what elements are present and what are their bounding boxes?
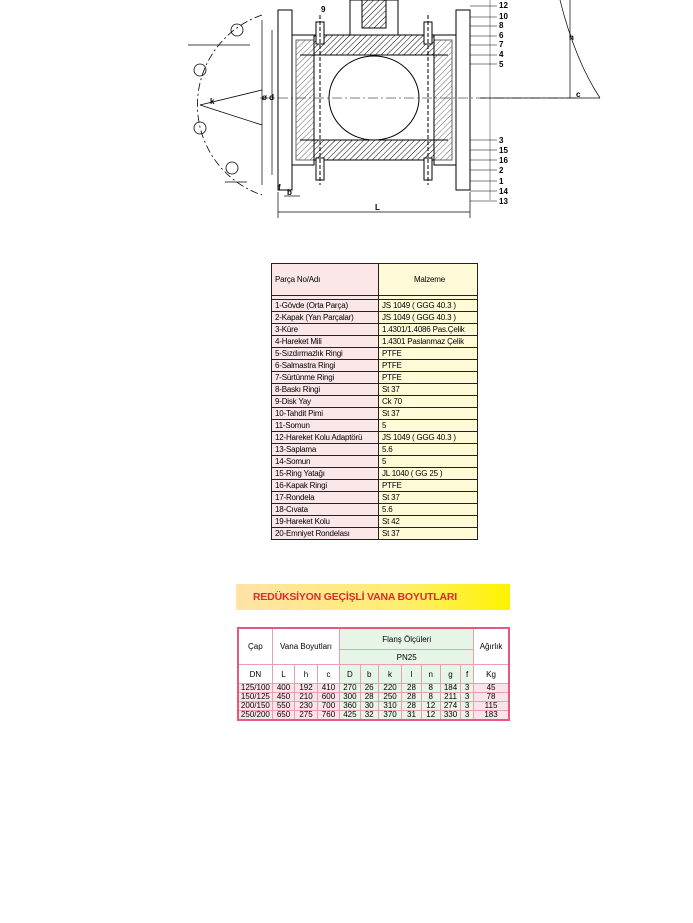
dims-cell: 210 <box>295 693 317 702</box>
dims-cell: 8 <box>421 684 440 693</box>
part-material: 1.4301 Paslanmaz Çelik <box>379 336 478 348</box>
callout-5: 5 <box>499 60 504 69</box>
parts-row <box>272 336 478 348</box>
dims-cell: 125/100 <box>238 684 272 693</box>
dim-label-f: f <box>278 183 281 192</box>
header-vana: Vana Boyutları <box>272 628 339 665</box>
valve-body <box>260 0 580 190</box>
parts-row <box>272 456 478 468</box>
dims-cell: 410 <box>317 684 340 693</box>
part-name: 7-Sürtünme Ringi <box>272 372 379 384</box>
dims-cell: 250 <box>378 693 402 702</box>
part-name: 8-Baskı Ringi <box>272 384 379 396</box>
part-material: St 37 <box>379 408 478 420</box>
header-agirlik: Ağırlık <box>474 628 509 665</box>
dims-cell: 26 <box>360 684 378 693</box>
part-name: 3-Küre <box>272 324 379 336</box>
part-name: 17-Rondela <box>272 492 379 504</box>
part-material: Ck 70 <box>379 396 478 408</box>
dim-label-L: L <box>375 203 380 212</box>
unit-cell: b <box>360 665 378 684</box>
dims-cell: 28 <box>360 693 378 702</box>
parts-row <box>272 348 478 360</box>
callout-10: 10 <box>499 12 508 21</box>
callout-15: 15 <box>499 146 508 155</box>
dims-cell: 300 <box>340 693 360 702</box>
dims-cell: 650 <box>272 711 294 721</box>
dims-cell: 400 <box>272 684 294 693</box>
header-cap: Çap <box>238 628 272 665</box>
parts-row <box>272 396 478 408</box>
dims-cell: 550 <box>272 702 294 711</box>
dims-cell: 150/125 <box>238 693 272 702</box>
dims-cell: 250/200 <box>238 711 272 721</box>
dims-cell: 12 <box>421 702 440 711</box>
part-material: PTFE <box>379 348 478 360</box>
unit-cell: Kg <box>474 665 509 684</box>
part-name: 15-Ring Yatağı <box>272 468 379 480</box>
unit-cell: h <box>295 665 317 684</box>
dims-cell: 310 <box>378 702 402 711</box>
part-material: PTFE <box>379 360 478 372</box>
header-flans: Flanş Ölçüleri <box>340 628 474 650</box>
dims-cell: 192 <box>295 684 317 693</box>
dims-cell: 30 <box>360 702 378 711</box>
parts-row <box>272 360 478 372</box>
part-name: 14-Somun <box>272 456 379 468</box>
unit-cell: g <box>440 665 460 684</box>
dims-cell: 450 <box>272 693 294 702</box>
part-name: 16-Kapak Ringi <box>272 480 379 492</box>
parts-row <box>272 408 478 420</box>
dims-cell: 183 <box>474 711 509 721</box>
callout-16: 16 <box>499 156 508 165</box>
unit-cell: L <box>272 665 294 684</box>
dims-cell: 28 <box>402 693 421 702</box>
dims-cell: 12 <box>421 711 440 721</box>
part-name: 11-Somun <box>272 420 379 432</box>
callout-2: 2 <box>499 166 504 175</box>
bolt-hole <box>231 24 243 36</box>
part-name: 9-Disk Yay <box>272 396 379 408</box>
dims-cell: 32 <box>360 711 378 721</box>
dim-label-c: c <box>576 90 581 99</box>
part-material: 5 <box>379 420 478 432</box>
dim-label-h: h <box>569 33 574 42</box>
dims-cell: 8 <box>421 693 440 702</box>
part-material: St 42 <box>379 516 478 528</box>
dims-cell: 274 <box>440 702 460 711</box>
part-material: PTFE <box>379 480 478 492</box>
dims-cell: 78 <box>474 693 509 702</box>
part-material: 5.6 <box>379 504 478 516</box>
callout-13: 13 <box>499 197 508 206</box>
dims-row <box>238 684 509 693</box>
dims-cell: 360 <box>340 702 360 711</box>
dims-row <box>238 702 509 711</box>
unit-cell: l <box>402 665 421 684</box>
dims-cell: 200/150 <box>238 702 272 711</box>
dims-cell: 275 <box>295 711 317 721</box>
dims-cell: 211 <box>440 693 460 702</box>
part-name: 4-Hareket Mili <box>272 336 379 348</box>
part-name: 20-Emniyet Rondelası <box>272 528 379 540</box>
dims-cell: 370 <box>378 711 402 721</box>
callout-3: 3 <box>499 136 504 145</box>
part-material: St 37 <box>379 384 478 396</box>
dims-row <box>238 693 509 702</box>
parts-row <box>272 324 478 336</box>
parts-row <box>272 420 478 432</box>
dims-cell: 184 <box>440 684 460 693</box>
dims-cell: 28 <box>402 684 421 693</box>
dims-cell: 45 <box>474 684 509 693</box>
part-name: 13-Saplama <box>272 444 379 456</box>
header-part: Parça No/Adı <box>272 264 379 296</box>
part-material: 5 <box>379 456 478 468</box>
part-name: 12-Hareket Kolu Adaptörü <box>272 432 379 444</box>
dims-cell: 600 <box>317 693 340 702</box>
parts-table <box>271 263 478 540</box>
callout-6: 6 <box>499 31 504 40</box>
dims-cell: 115 <box>474 702 509 711</box>
dimensions-table <box>237 627 510 721</box>
parts-row <box>272 468 478 480</box>
part-name: 18-Cıvata <box>272 504 379 516</box>
callout-12: 12 <box>499 1 508 10</box>
part-material: JS 1049 ( GGG 40.3 ) <box>379 312 478 324</box>
part-material: St 37 <box>379 492 478 504</box>
flange-view <box>188 15 262 195</box>
part-material: JL 1040 ( GG 25 ) <box>379 468 478 480</box>
dims-row <box>238 711 509 721</box>
part-material: 1.4301/1.4086 Pas.Çelik <box>379 324 478 336</box>
bolt-hole <box>194 122 206 134</box>
dim-label-b: b <box>287 188 292 197</box>
unit-cell: c <box>317 665 340 684</box>
dims-cell: 3 <box>461 702 474 711</box>
parts-row <box>272 312 478 324</box>
parts-row <box>272 504 478 516</box>
callout-leaders <box>470 6 497 201</box>
part-name: 19-Hareket Kolu <box>272 516 379 528</box>
parts-row <box>272 432 478 444</box>
parts-row <box>272 528 478 540</box>
unit-cell: n <box>421 665 440 684</box>
callout-7: 7 <box>499 40 504 49</box>
part-name: 10-Tahdit Pimi <box>272 408 379 420</box>
dims-cell: 270 <box>340 684 360 693</box>
dims-cell: 3 <box>461 711 474 721</box>
parts-row <box>272 372 478 384</box>
parts-row <box>272 516 478 528</box>
callout-1: 1 <box>499 177 504 186</box>
callout-9: 9 <box>321 5 326 14</box>
dims-cell: 230 <box>295 702 317 711</box>
parts-table-header <box>272 264 478 296</box>
bolt-hole <box>226 162 238 174</box>
unit-cell: f <box>461 665 474 684</box>
part-material: PTFE <box>379 372 478 384</box>
parts-row <box>272 444 478 456</box>
dims-cell: 3 <box>461 684 474 693</box>
part-material: JS 1049 ( GGG 40.3 ) <box>379 432 478 444</box>
part-material: St 37 <box>379 528 478 540</box>
part-name: 6-Salmastra Ringi <box>272 360 379 372</box>
header-pn: PN25 <box>340 650 474 665</box>
part-material: 5.6 <box>379 444 478 456</box>
units-row <box>238 665 509 684</box>
dims-cell: 760 <box>317 711 340 721</box>
callout-4: 4 <box>499 50 504 59</box>
dims-cell: 425 <box>340 711 360 721</box>
header-material: Malzeme <box>379 264 478 296</box>
dims-cell: 220 <box>378 684 402 693</box>
callout-14: 14 <box>499 187 508 196</box>
part-name: 5-Sızdırmazlık Ringi <box>272 348 379 360</box>
dims-cell: 330 <box>440 711 460 721</box>
dim-label-d: ø d <box>262 93 274 102</box>
dims-cell: 3 <box>461 693 474 702</box>
callout-8: 8 <box>499 21 504 30</box>
dims-cell: 28 <box>402 702 421 711</box>
valve-section-drawing <box>0 0 693 230</box>
dims-cell: 700 <box>317 702 340 711</box>
part-name: 2-Kapak (Yan Parçalar) <box>272 312 379 324</box>
parts-row <box>272 384 478 396</box>
unit-cell: k <box>378 665 402 684</box>
unit-cell: D <box>340 665 360 684</box>
section-title-banner: REDÜKSİYON GEÇİŞLİ VANA BOYUTLARI <box>236 584 510 610</box>
unit-cell: DN <box>238 665 272 684</box>
part-name: 1-Gövde (Orta Parça) <box>272 300 379 312</box>
parts-row <box>272 300 478 312</box>
dim-label-k: k <box>210 97 215 106</box>
parts-row <box>272 480 478 492</box>
parts-row <box>272 492 478 504</box>
dims-cell: 31 <box>402 711 421 721</box>
part-material: JS 1049 ( GGG 40.3 ) <box>379 300 478 312</box>
